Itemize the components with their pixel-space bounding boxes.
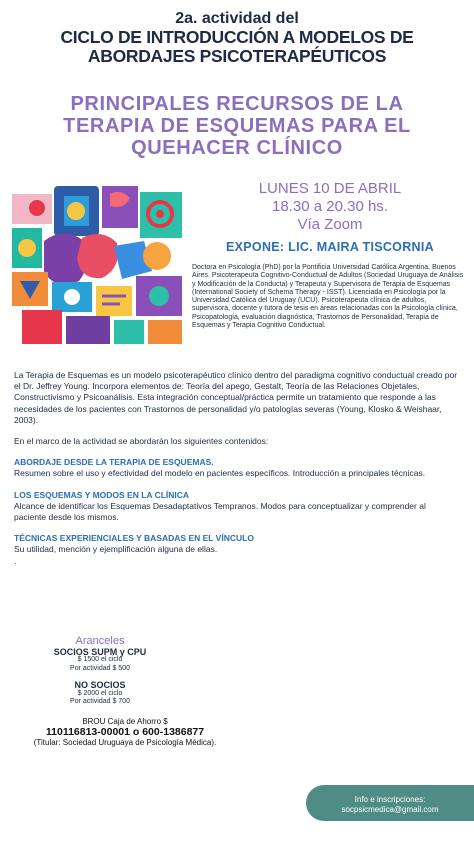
socios-cycle-fee: $ 1500 el ciclo (77, 656, 123, 663)
lead-paragraph: En el marco de la actividad se abordarán los siguientes contenidos: (14, 436, 269, 447)
event-place: Vía Zoom (297, 216, 363, 233)
trailing-dot: . (14, 555, 17, 566)
socios-title: SOCIOS SUPM y CPU (53, 646, 147, 657)
contact-footer (306, 785, 474, 821)
fees-block (0, 637, 200, 707)
event-title-line3: QUEHACER CLÍNICO (131, 137, 343, 159)
event-title (20, 93, 454, 159)
section-3 (14, 533, 460, 555)
header-line2: CICLO DE INTRODUCCIÓN A MODELOS DE (60, 27, 414, 47)
socios-activity-fee: Por actividad $ 500 (70, 664, 130, 672)
event-date: LUNES 10 DE ABRIL (258, 180, 402, 197)
event-time: 18.30 a 20.30 hs. (272, 198, 388, 215)
section-2 (14, 490, 460, 524)
header-line1: 2a. actividad del (175, 10, 299, 27)
header (0, 10, 474, 66)
section-1 (14, 457, 460, 479)
section-1-text: Resumen sobre el uso y efectividad del modelo en pacientes específicos. Introducción a principales técnicas. (14, 468, 426, 479)
contact-label: Info e inscripciones: (354, 795, 426, 804)
section-2-title: LOS ESQUEMAS Y MODOS EN LA CLÍNICA (14, 489, 190, 500)
nosocios-cycle-fee: $ 2000 el ciclo (77, 689, 123, 697)
nosocios-activity-fee: Por actividad $ 700 (70, 698, 130, 705)
event-title-line2: TERAPIA DE ESQUEMAS PARA EL (63, 115, 411, 137)
section-3-text: Su utilidad, mención y ejemplificación alguna de ellas. (14, 544, 218, 555)
speaker-bio: Doctora en Psicología (PhD) por la Pontificia Universidad Católica Argentina, Buenos Aires. Psicoterapeuta Cognitivo-Conductual de Adultos (Sociedad Uruguaya de Análisis y Modificación de la Conducta) y Terapeuta y Supervisora de Terapia de Esquemas (International Society of Schema Therapy - ISST). Licenciada en Psicología por la Universidad Católica del Uruguay (UCU). Psicoterapeuta clínica de adultos, supervisora, docente y tutora de tesis en áreas relacionadas con la Psicología clínica, Psicopatología, evaluación diagnóstica, Trastornos de Personalidad, Terapia de Esquemas y Terapia Cognitivo Conductual. (192, 264, 464, 330)
speaker-label: EXPONE: LIC. MAIRA TISCORNIA (226, 240, 434, 254)
psychology-illustration (12, 186, 182, 346)
intro-paragraph: La Terapia de Esquemas es un modelo psicoterapéutico clínico dentro del paradigma cognitivo conductual creado por el Dr. Jeffrey Young. Incorpora elementos de: Teoría del apego, Gestalt, Teoría de las Relaciones Objetales, Constructivismo y Psicoanálisis. Esta integración conceptual/práctica permite un tratamiento que responde a las necesidades de los pacientes con Trastornos de personalidad y/o patologías severas (Young, Klosko & Weishaar, 2003). (14, 370, 458, 425)
header-line3: ABORDAJES PSICOTERAPÉUTICOS (87, 46, 387, 66)
bank-label: BROU Caja de Ahorro $ (82, 717, 168, 726)
contact-email[interactable]: socpsicmedica@gmail.com (341, 805, 439, 814)
bank-account-number: 110116813-00001 o 600-1386877 (45, 726, 205, 738)
event-schedule (190, 180, 470, 234)
bank-info (0, 717, 250, 747)
section-2-text: Alcance de identificar los Esquemas Desadaptativos Tempranos. Modos para conceptualizar y comprender al paciente desde los mismos. (14, 500, 426, 523)
fees-heading: Aranceles (75, 635, 125, 647)
bank-holder: (Titular: Sociedad Uruguaya de Psicología Médica). (33, 738, 217, 747)
content-body (14, 370, 460, 567)
section-1-title: ABORDAJE DESDE LA TERAPIA DE ESQUEMAS. (14, 457, 214, 468)
section-3-title: TÉCNICAS EXPERIENCIALES Y BASADAS EN EL VÍNCULO (14, 533, 254, 544)
event-title-line1: PRINCIPALES RECURSOS DE LA (70, 93, 404, 115)
nosocios-title: NO SOCIOS (74, 680, 126, 690)
